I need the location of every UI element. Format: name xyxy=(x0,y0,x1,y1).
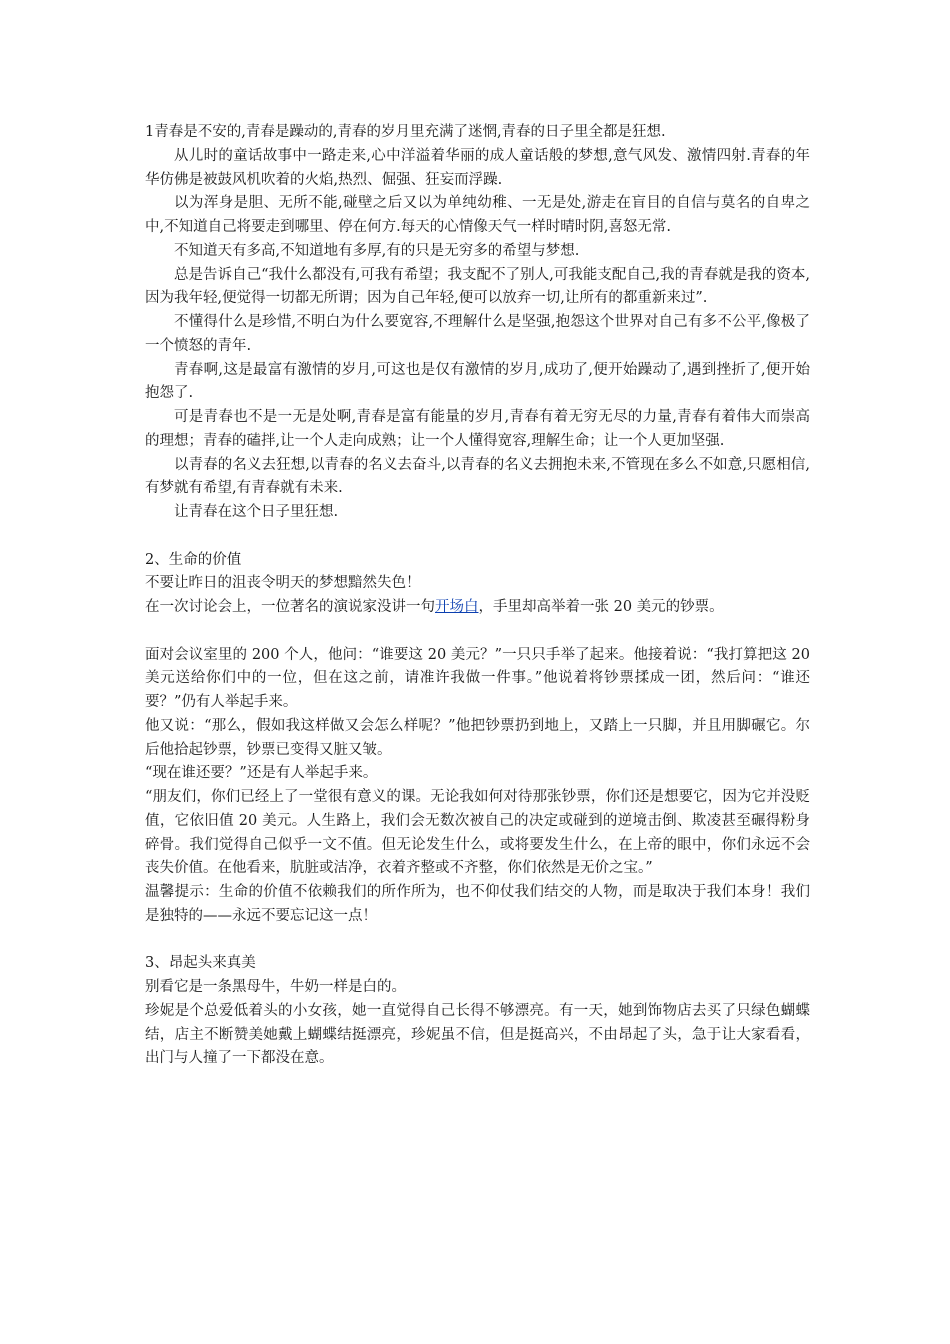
paragraph-spacer xyxy=(145,525,810,549)
section1-paragraph: 让青春在这个日子里狂想. xyxy=(174,504,339,520)
section2-subtitle: 不要让昨日的沮丧令明天的梦想黯然失色！ xyxy=(145,575,421,592)
section1-paragraph: 以青春的名义去狂想,以青春的名义去奋斗,以青春的名义去拥抱未来,不管现在多么不如意,只愿相信,有梦就有希望,有青春就有未来. xyxy=(145,456,810,497)
paragraph-spacer xyxy=(145,929,810,953)
section2-paragraph: 面对会议室里的 200 个人，他问：“谁要这 20 美元？”一只只手举了起来。他接着说：“我打算把这 20 美元送给你们中的一位，但在这之前，请准许我做一件事。”他说着将钞票揉成一团，然后问：“谁还要？”仍有人举起手来。 xyxy=(145,646,810,710)
opening-remarks-link[interactable]: 开场白 xyxy=(435,599,479,615)
section1-paragraph: 不知道天有多高,不知道地有多厚,有的只是无穷多的希望与梦想. xyxy=(174,242,580,259)
section1-paragraph: 青春啊,这是最富有激情的岁月,可这也是仅有激情的岁月,成功了,便开始躁动了,遇到挫折了,便开始抱怨了. xyxy=(145,361,810,402)
opening-text-after: ，手里却高举着一张 20 美元的钞票。 xyxy=(478,599,724,615)
document-page xyxy=(145,121,810,1071)
section1-intro: 1青春是不安的,青春是躁动的,青春的岁月里充满了迷惘,青春的日子里全都是狂想. xyxy=(145,124,666,140)
section1-paragraph: 以为浑身是胆、无所不能,碰壁之后又以为单纯幼稚、一无是处,游走在盲目的自信与莫名的自卑之中,不知道自己将要走到哪里、停在何方.每天的心情像天气一样时晴时阴,喜怒无常. xyxy=(145,195,810,235)
section3-paragraph: 别看它是一条黑母牛，牛奶一样是白的。 xyxy=(145,979,406,995)
section2-tip: 温馨提示：生命的价值不依赖我们的所作所为，也不仰仗我们结交的人物，而是取决于我们本身！我们是独特的——永远不要忘记这一点！ xyxy=(145,884,810,924)
section2-opening-line xyxy=(145,596,810,620)
section1-paragraph: 总是告诉自己“我什么都没有,可我有希望；我支配不了别人,可我能支配自己,我的青春就是我的资本,因为我年轻,便觉得一切都无所谓；因为自己年轻,便可以放弃一切,让所有的都重新来过”. xyxy=(145,266,810,307)
section2-heading: 2、生命的价值 xyxy=(145,551,242,568)
opening-text-before: 在一次讨论会上，一位著名的演说家没讲一句 xyxy=(145,599,435,615)
section1-paragraph: 不懂得什么是珍惜,不明白为什么要宽容,不理解什么是坚强,抱怨这个世界对自己有多不公平,像极了一个愤怒的青年. xyxy=(145,314,810,354)
paragraph-spacer xyxy=(145,620,810,644)
section1-paragraph: 从儿时的童话故事中一路走来,心中洋溢着华丽的成人童话般的梦想,意气风发、激情四射.青春的年华仿佛是被鼓风机吹着的火焰,热烈、倔强、狂妄而浮躁. xyxy=(145,147,810,188)
section1-paragraph: 可是青春也不是一无是处啊,青春是富有能量的岁月,青春有着无穷无尽的力量,青春有着伟大而崇高的理想；青春的磕拌,让一个人走向成熟；让一个人懂得宽容,理解生命；让一个人更加坚强. xyxy=(145,409,810,449)
section2-paragraph: “现在谁还要？”还是有人举起手来。 xyxy=(145,765,378,782)
section3-heading: 3、昂起头来真美 xyxy=(145,955,256,972)
section2-paragraph: “朋友们，你们已经上了一堂很有意义的课。无论我如何对待那张钞票，你们还是想要它，因为它并没贬值，它依旧值 20 美元。人生路上，我们会无数次被自己的决定或碰到的逆境击倒、欺凌甚至碾得粉身碎骨。我们觉得自己似乎一文不值。但无论发生什么，或将要发生什么，在上帝的眼中，你们永远不会丧失价值。在他看来，肮脏或洁净，衣着齐整或不齐整，你们依然是无价之宝。” xyxy=(145,789,810,877)
section3-paragraph: 珍妮是个总爱低着头的小女孩，她一直觉得自己长得不够漂亮。有一天，她到饰物店去买了只绿色蝴蝶结，店主不断赞美她戴上蝴蝶结挺漂亮，珍妮虽不信，但是挺高兴，不由昂起了头，急于让大家看看，出门与人撞了一下都没在意。 xyxy=(145,1002,810,1067)
section2-paragraph: 他又说：“那么，假如我这样做又会怎么样呢？”他把钞票扔到地上，又踏上一只脚，并且用脚碾它。尔后他拾起钞票，钞票已变得又脏又皱。 xyxy=(145,717,810,758)
